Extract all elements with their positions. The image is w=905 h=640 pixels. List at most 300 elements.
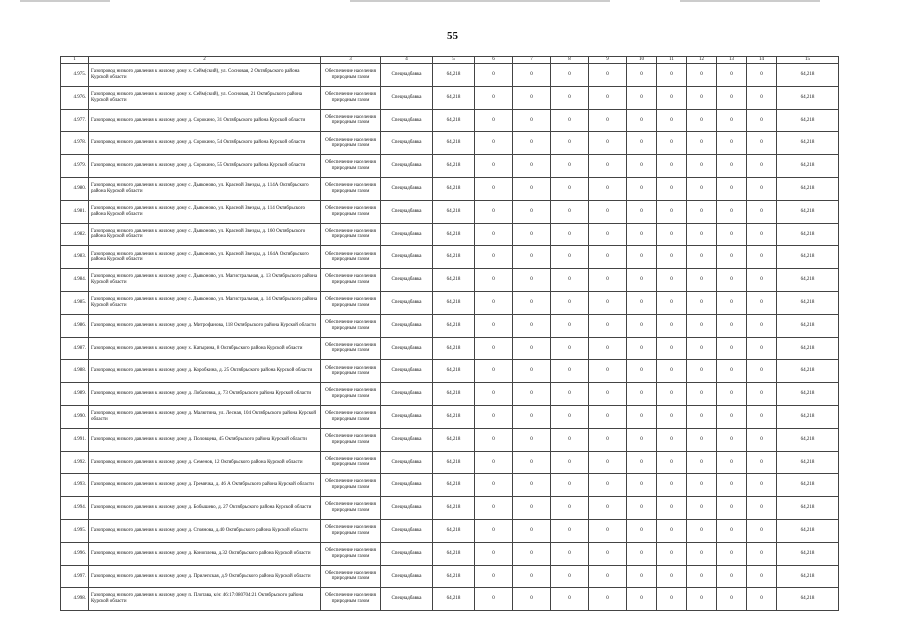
table-row: [61, 588, 839, 611]
zero-value: 0: [627, 588, 657, 611]
zero-value: 0: [627, 497, 657, 520]
row-number: 4.988.: [61, 360, 89, 383]
amount-value: 64,218: [433, 291, 475, 314]
zero-value: 0: [627, 383, 657, 406]
zero-value: 0: [687, 428, 717, 451]
funding-source: Спецнадбавка: [381, 200, 433, 223]
purpose: Обеспечение населения природным газом: [321, 565, 381, 588]
amount-value: 64,218: [433, 542, 475, 565]
zero-value: 0: [687, 155, 717, 178]
zero-value: 0: [747, 86, 777, 109]
zero-value: 0: [589, 451, 627, 474]
purpose: Обеспечение населения природным газом: [321, 109, 381, 132]
zero-value: 0: [627, 64, 657, 87]
total-value: 64,218: [777, 542, 839, 565]
zero-value: 0: [513, 109, 551, 132]
amount-value: 64,218: [433, 337, 475, 360]
purpose: Обеспечение населения природным газом: [321, 474, 381, 497]
zero-value: 0: [551, 474, 589, 497]
zero-value: 0: [475, 64, 513, 87]
purpose: Обеспечение населения природным газом: [321, 519, 381, 542]
zero-value: 0: [627, 291, 657, 314]
total-value: 64,218: [777, 246, 839, 269]
total-value: 64,218: [777, 314, 839, 337]
zero-value: 0: [589, 132, 627, 155]
amount-value: 64,218: [433, 383, 475, 406]
zero-value: 0: [513, 200, 551, 223]
zero-value: 0: [589, 64, 627, 87]
zero-value: 0: [747, 542, 777, 565]
zero-value: 0: [551, 155, 589, 178]
zero-value: 0: [747, 383, 777, 406]
row-number: 4.997.: [61, 565, 89, 588]
funding-source: Спецнадбавка: [381, 109, 433, 132]
table-row: [61, 64, 839, 87]
amount-value: 64,218: [433, 588, 475, 611]
row-number: 4.989.: [61, 383, 89, 406]
total-value: 64,218: [777, 451, 839, 474]
zero-value: 0: [513, 588, 551, 611]
zero-value: 0: [589, 383, 627, 406]
purpose: Обеспечение населения природным газом: [321, 588, 381, 611]
zero-value: 0: [747, 132, 777, 155]
zero-value: 0: [687, 451, 717, 474]
funding-source: Спецнадбавка: [381, 155, 433, 178]
zero-value: 0: [687, 565, 717, 588]
funding-source: Спецнадбавка: [381, 451, 433, 474]
amount-value: 64,218: [433, 405, 475, 428]
zero-value: 0: [747, 269, 777, 292]
row-number: 4.991.: [61, 428, 89, 451]
zero-value: 0: [657, 291, 687, 314]
zero-value: 0: [747, 337, 777, 360]
total-value: 64,218: [777, 109, 839, 132]
table-row: [61, 155, 839, 178]
zero-value: 0: [717, 291, 747, 314]
zero-value: 0: [747, 246, 777, 269]
zero-value: 0: [747, 109, 777, 132]
purpose: Обеспечение населения природным газом: [321, 155, 381, 178]
table-row: [61, 177, 839, 200]
zero-value: 0: [747, 428, 777, 451]
zero-value: 0: [589, 223, 627, 246]
zero-value: 0: [657, 155, 687, 178]
total-value: 64,218: [777, 177, 839, 200]
purpose: Обеспечение населения природным газом: [321, 64, 381, 87]
zero-value: 0: [627, 405, 657, 428]
column-number-13: 13: [717, 57, 747, 64]
zero-value: 0: [717, 474, 747, 497]
funding-source: Спецнадбавка: [381, 132, 433, 155]
column-number-8: 8: [551, 57, 589, 64]
zero-value: 0: [717, 451, 747, 474]
zero-value: 0: [551, 64, 589, 87]
total-value: 64,218: [777, 200, 839, 223]
amount-value: 64,218: [433, 177, 475, 200]
zero-value: 0: [657, 405, 687, 428]
zero-value: 0: [551, 337, 589, 360]
zero-value: 0: [717, 86, 747, 109]
zero-value: 0: [475, 223, 513, 246]
object-name: Газопровод низкого давления к жилому дому д. Стоянова, д.40 Октябрьского района Курской области: [89, 519, 321, 542]
zero-value: 0: [717, 497, 747, 520]
row-number: 4.987.: [61, 337, 89, 360]
zero-value: 0: [589, 246, 627, 269]
purpose: Обеспечение населения природным газом: [321, 132, 381, 155]
zero-value: 0: [513, 177, 551, 200]
zero-value: 0: [627, 177, 657, 200]
funding-source: Спецнадбавка: [381, 360, 433, 383]
zero-value: 0: [627, 565, 657, 588]
zero-value: 0: [717, 405, 747, 428]
zero-value: 0: [717, 542, 747, 565]
column-number-10: 10: [627, 57, 657, 64]
zero-value: 0: [475, 360, 513, 383]
table-row: [61, 109, 839, 132]
object-name: Газопровод низкого давления к жилому дому д. Коробкина, д. 25 Октябрьского района Курской области: [89, 360, 321, 383]
table-row: [61, 360, 839, 383]
zero-value: 0: [627, 223, 657, 246]
zero-value: 0: [551, 428, 589, 451]
zero-value: 0: [475, 474, 513, 497]
zero-value: 0: [627, 542, 657, 565]
zero-value: 0: [687, 360, 717, 383]
table-row: [61, 246, 839, 269]
zero-value: 0: [513, 155, 551, 178]
zero-value: 0: [551, 497, 589, 520]
row-number: 4.975.: [61, 64, 89, 87]
zero-value: 0: [657, 497, 687, 520]
purpose: Обеспечение населения природным газом: [321, 428, 381, 451]
zero-value: 0: [551, 109, 589, 132]
funding-source: Спецнадбавка: [381, 269, 433, 292]
funding-source: Спецнадбавка: [381, 177, 433, 200]
object-name: Газопровод низкого давления к жилому дому х. Сейм(ский), ул. Сосновая, 2 Октябрьского района Курской области: [89, 64, 321, 87]
funding-source: Спецнадбавка: [381, 497, 433, 520]
amount-value: 64,218: [433, 200, 475, 223]
zero-value: 0: [589, 360, 627, 383]
zero-value: 0: [657, 542, 687, 565]
zero-value: 0: [717, 155, 747, 178]
total-value: 64,218: [777, 291, 839, 314]
zero-value: 0: [589, 314, 627, 337]
zero-value: 0: [657, 177, 687, 200]
row-number: 4.995.: [61, 519, 89, 542]
zero-value: 0: [475, 109, 513, 132]
zero-value: 0: [589, 474, 627, 497]
amount-value: 64,218: [433, 223, 475, 246]
column-number-row: [61, 57, 839, 64]
table-row: [61, 383, 839, 406]
row-number: 4.992.: [61, 451, 89, 474]
zero-value: 0: [687, 246, 717, 269]
zero-value: 0: [513, 565, 551, 588]
zero-value: 0: [717, 109, 747, 132]
column-number-11: 11: [657, 57, 687, 64]
purpose: Обеспечение населения природным газом: [321, 451, 381, 474]
zero-value: 0: [589, 588, 627, 611]
zero-value: 0: [717, 360, 747, 383]
amount-value: 64,218: [433, 269, 475, 292]
zero-value: 0: [747, 474, 777, 497]
zero-value: 0: [657, 474, 687, 497]
zero-value: 0: [475, 269, 513, 292]
scan-edge-line: [20, 0, 110, 2]
zero-value: 0: [687, 519, 717, 542]
row-number: 4.985.: [61, 291, 89, 314]
zero-value: 0: [513, 314, 551, 337]
row-number: 4.976.: [61, 86, 89, 109]
zero-value: 0: [657, 337, 687, 360]
zero-value: 0: [513, 360, 551, 383]
column-number-7: 7: [513, 57, 551, 64]
purpose: Обеспечение населения природным газом: [321, 360, 381, 383]
table-row: [61, 314, 839, 337]
amount-value: 64,218: [433, 109, 475, 132]
zero-value: 0: [475, 405, 513, 428]
zero-value: 0: [513, 451, 551, 474]
purpose: Обеспечение населения природным газом: [321, 383, 381, 406]
zero-value: 0: [657, 269, 687, 292]
column-number-5: 5: [433, 57, 475, 64]
zero-value: 0: [747, 565, 777, 588]
column-number-9: 9: [589, 57, 627, 64]
zero-value: 0: [551, 360, 589, 383]
register-table: [60, 56, 839, 611]
object-name: Газопровод низкого давления к жилому дому д. Коноплева, д.32 Октябрьского района Курской области: [89, 542, 321, 565]
purpose: Обеспечение населения природным газом: [321, 337, 381, 360]
row-number: 4.982.: [61, 223, 89, 246]
total-value: 64,218: [777, 565, 839, 588]
zero-value: 0: [657, 565, 687, 588]
zero-value: 0: [687, 314, 717, 337]
row-number: 4.983.: [61, 246, 89, 269]
zero-value: 0: [717, 383, 747, 406]
zero-value: 0: [551, 269, 589, 292]
zero-value: 0: [513, 497, 551, 520]
zero-value: 0: [687, 337, 717, 360]
zero-value: 0: [513, 383, 551, 406]
funding-source: Спецнадбавка: [381, 588, 433, 611]
funding-source: Спецнадбавка: [381, 405, 433, 428]
zero-value: 0: [627, 451, 657, 474]
amount-value: 64,218: [433, 565, 475, 588]
zero-value: 0: [657, 86, 687, 109]
zero-value: 0: [627, 337, 657, 360]
zero-value: 0: [747, 519, 777, 542]
zero-value: 0: [551, 86, 589, 109]
funding-source: Спецнадбавка: [381, 542, 433, 565]
object-name: Газопровод низкого давления к жилому дому д. Митрофанова, 118 Октябрьского района Курской области: [89, 314, 321, 337]
object-name: Газопровод низкого давления к жилому дому д. Сорокино, 54 Октябрьского района Курской области: [89, 132, 321, 155]
zero-value: 0: [589, 86, 627, 109]
row-number: 4.994.: [61, 497, 89, 520]
zero-value: 0: [627, 200, 657, 223]
zero-value: 0: [513, 269, 551, 292]
page-number: 55: [447, 30, 458, 42]
zero-value: 0: [475, 428, 513, 451]
zero-value: 0: [687, 497, 717, 520]
object-name: Газопровод низкого давления к жилому дому д. Сорокино, 31 Октябрьского района Курской области: [89, 109, 321, 132]
zero-value: 0: [747, 497, 777, 520]
zero-value: 0: [513, 64, 551, 87]
funding-source: Спецнадбавка: [381, 246, 433, 269]
total-value: 64,218: [777, 405, 839, 428]
zero-value: 0: [551, 223, 589, 246]
funding-source: Спецнадбавка: [381, 291, 433, 314]
total-value: 64,218: [777, 383, 839, 406]
row-number: 4.986.: [61, 314, 89, 337]
funding-source: Спецнадбавка: [381, 428, 433, 451]
zero-value: 0: [551, 246, 589, 269]
total-value: 64,218: [777, 132, 839, 155]
row-number: 4.996.: [61, 542, 89, 565]
funding-source: Спецнадбавка: [381, 64, 433, 87]
zero-value: 0: [551, 177, 589, 200]
zero-value: 0: [475, 337, 513, 360]
total-value: 64,218: [777, 360, 839, 383]
table-row: [61, 200, 839, 223]
zero-value: 0: [747, 588, 777, 611]
purpose: Обеспечение населения природным газом: [321, 246, 381, 269]
object-name: Газопровод низкого давления к жилому дому д. Гремячка, д. 46 А Октябрьского района Курской области: [89, 474, 321, 497]
zero-value: 0: [589, 200, 627, 223]
zero-value: 0: [513, 405, 551, 428]
zero-value: 0: [687, 132, 717, 155]
zero-value: 0: [475, 314, 513, 337]
column-number-2: 2: [89, 57, 321, 64]
zero-value: 0: [717, 314, 747, 337]
zero-value: 0: [551, 405, 589, 428]
zero-value: 0: [475, 177, 513, 200]
zero-value: 0: [589, 337, 627, 360]
amount-value: 64,218: [433, 64, 475, 87]
zero-value: 0: [687, 474, 717, 497]
amount-value: 64,218: [433, 360, 475, 383]
zero-value: 0: [717, 200, 747, 223]
zero-value: 0: [551, 519, 589, 542]
table-row: [61, 291, 839, 314]
zero-value: 0: [747, 451, 777, 474]
purpose: Обеспечение населения природным газом: [321, 542, 381, 565]
zero-value: 0: [513, 86, 551, 109]
amount-value: 64,218: [433, 155, 475, 178]
scan-edge-line: [350, 0, 610, 2]
zero-value: 0: [657, 314, 687, 337]
zero-value: 0: [475, 542, 513, 565]
object-name: Газопровод низкого давления к жилому дому с. Дьяконово, ул. Красной Звезды, д. 114А Октябрьского района Курской области: [89, 177, 321, 200]
zero-value: 0: [747, 291, 777, 314]
total-value: 64,218: [777, 337, 839, 360]
zero-value: 0: [589, 155, 627, 178]
zero-value: 0: [627, 109, 657, 132]
zero-value: 0: [717, 246, 747, 269]
table-row: [61, 451, 839, 474]
zero-value: 0: [687, 383, 717, 406]
zero-value: 0: [589, 405, 627, 428]
purpose: Обеспечение населения природным газом: [321, 269, 381, 292]
zero-value: 0: [551, 451, 589, 474]
zero-value: 0: [687, 542, 717, 565]
row-number: 4.980.: [61, 177, 89, 200]
zero-value: 0: [589, 542, 627, 565]
column-number-12: 12: [687, 57, 717, 64]
zero-value: 0: [475, 565, 513, 588]
zero-value: 0: [687, 177, 717, 200]
zero-value: 0: [551, 565, 589, 588]
object-name: Газопровод низкого давления к жилому дому д. Половцева, 45 Октябрьского района Курской области: [89, 428, 321, 451]
funding-source: Спецнадбавка: [381, 519, 433, 542]
zero-value: 0: [627, 519, 657, 542]
zero-value: 0: [717, 519, 747, 542]
zero-value: 0: [657, 451, 687, 474]
amount-value: 64,218: [433, 519, 475, 542]
table-row: [61, 405, 839, 428]
zero-value: 0: [657, 428, 687, 451]
zero-value: 0: [513, 291, 551, 314]
zero-value: 0: [717, 132, 747, 155]
amount-value: 64,218: [433, 497, 475, 520]
zero-value: 0: [747, 360, 777, 383]
total-value: 64,218: [777, 474, 839, 497]
zero-value: 0: [475, 86, 513, 109]
funding-source: Спецнадбавка: [381, 383, 433, 406]
amount-value: 64,218: [433, 86, 475, 109]
zero-value: 0: [475, 155, 513, 178]
zero-value: 0: [747, 223, 777, 246]
zero-value: 0: [717, 428, 747, 451]
object-name: Газопровод низкого давления к жилому дому с. Дьяконово, ул. Магистральная, д. 14 Октябрьского района Курской области: [89, 291, 321, 314]
total-value: 64,218: [777, 588, 839, 611]
zero-value: 0: [687, 269, 717, 292]
zero-value: 0: [627, 269, 657, 292]
zero-value: 0: [657, 109, 687, 132]
row-number: 4.998.: [61, 588, 89, 611]
table-row: [61, 497, 839, 520]
zero-value: 0: [657, 588, 687, 611]
zero-value: 0: [717, 269, 747, 292]
zero-value: 0: [687, 64, 717, 87]
scan-edge-line: [680, 0, 820, 2]
zero-value: 0: [627, 132, 657, 155]
column-number-6: 6: [475, 57, 513, 64]
zero-value: 0: [717, 337, 747, 360]
zero-value: 0: [513, 428, 551, 451]
zero-value: 0: [589, 291, 627, 314]
zero-value: 0: [747, 200, 777, 223]
object-name: Газопровод низкого давления к жилому дому с. Дьяконово, ул. Красной Звезды, д. 164А Октябрьского района Курской области: [89, 246, 321, 269]
purpose: Обеспечение населения природным газом: [321, 223, 381, 246]
column-number-15: 15: [777, 57, 839, 64]
zero-value: 0: [627, 86, 657, 109]
zero-value: 0: [551, 132, 589, 155]
zero-value: 0: [657, 200, 687, 223]
zero-value: 0: [687, 109, 717, 132]
amount-value: 64,218: [433, 132, 475, 155]
zero-value: 0: [627, 155, 657, 178]
zero-value: 0: [589, 519, 627, 542]
zero-value: 0: [747, 405, 777, 428]
zero-value: 0: [747, 314, 777, 337]
total-value: 64,218: [777, 64, 839, 87]
row-number: 4.984.: [61, 269, 89, 292]
zero-value: 0: [589, 428, 627, 451]
table-row: [61, 86, 839, 109]
purpose: Обеспечение населения природным газом: [321, 314, 381, 337]
row-number: 4.990.: [61, 405, 89, 428]
table-row: [61, 132, 839, 155]
table-row: [61, 542, 839, 565]
